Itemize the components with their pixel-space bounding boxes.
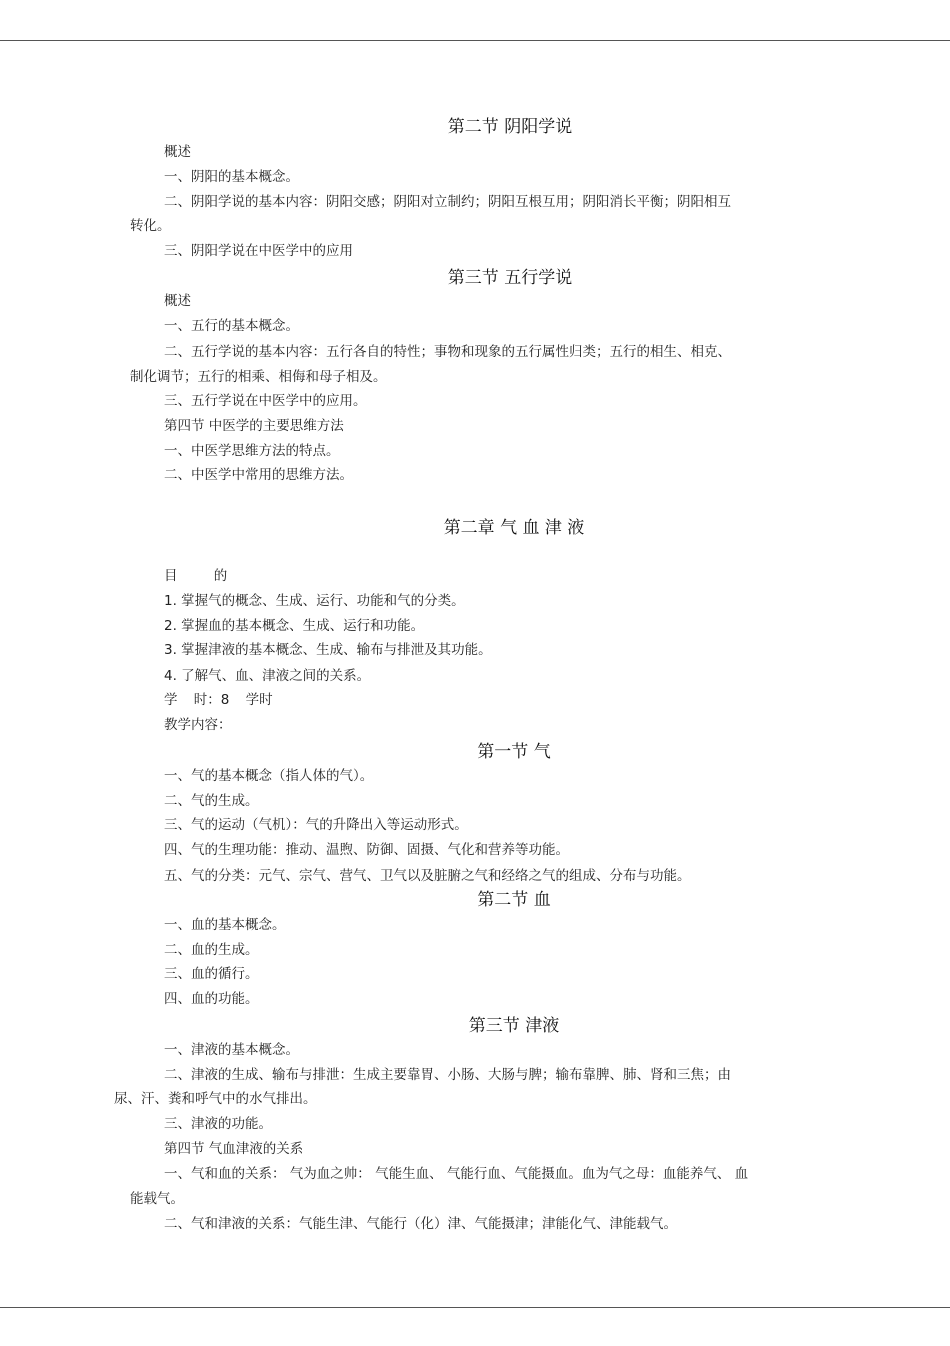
text-line: 转化。 xyxy=(130,218,171,234)
text-line: 一、气的基本概念（指人体的气）。 xyxy=(164,768,374,784)
content-label: 教学内容： xyxy=(164,717,232,733)
text-line: 制化调节；五行的相乘、相侮和母子相及。 xyxy=(130,369,387,385)
text-line: 三、血的循行。 xyxy=(164,966,259,982)
hours-line: 学 时：8 学时 xyxy=(164,692,273,708)
chapter-title: 第二章 气 血 津 液 xyxy=(443,518,585,538)
section-heading-inline: 第四节 中医学的主要思维方法 xyxy=(164,418,344,434)
section-heading-inline: 第四节 气血津液的关系 xyxy=(164,1141,304,1157)
text-line: 三、阴阳学说在中医学中的应用 xyxy=(164,243,353,259)
section-heading: 第三节 五行学说 xyxy=(447,268,573,288)
text-line: 尿、汗、粪和呼气中的水气排出。 xyxy=(114,1091,317,1107)
text-line: 二、气的生成。 xyxy=(164,793,259,809)
text-line: 一、五行的基本概念。 xyxy=(164,318,299,334)
text-line: 二、血的生成。 xyxy=(164,942,259,958)
section-heading: 第二节 阴阳学说 xyxy=(447,117,573,137)
text-line: 三、气的运动（气机）：气的升降出入等运动形式。 xyxy=(164,817,468,833)
text-line: 一、血的基本概念。 xyxy=(164,917,286,933)
text-line: 二、阴阳学说的基本内容：阴阳交感；阴阳对立制约；阴阳互根互用；阴阳消长平衡；阴阳相互 xyxy=(164,194,731,210)
text-line: 一、阴阳的基本概念。 xyxy=(164,169,299,185)
text-line: 二、五行学说的基本内容：五行各自的特性；事物和现象的五行属性归类；五行的相生、相克、 xyxy=(164,344,731,360)
text-line: 二、津液的生成、输布与排泄：生成主要靠胃、小肠、大肠与脾；输布靠脾、肺、肾和三焦；由 xyxy=(164,1067,731,1083)
text-line: 概述 xyxy=(164,293,191,309)
section-heading: 第一节 气 xyxy=(477,742,551,762)
text-line: 五、气的分类：元气、宗气、营气、卫气以及脏腑之气和经络之气的组成、分布与功能。 xyxy=(164,868,691,884)
purpose-item: 2. 掌握血的基本概念、生成、运行和功能。 xyxy=(164,618,425,634)
text-line: 能载气。 xyxy=(130,1191,184,1207)
purpose-item: 4. 了解气、血、津液之间的关系。 xyxy=(164,668,371,684)
purpose-item: 3. 掌握津液的基本概念、生成、输布与排泄及其功能。 xyxy=(164,642,492,658)
text-line: 一、津液的基本概念。 xyxy=(164,1042,299,1058)
text-line: 二、中医学中常用的思维方法。 xyxy=(164,467,353,483)
text-line: 三、津液的功能。 xyxy=(164,1116,272,1132)
purpose-item: 1. 掌握气的概念、生成、运行、功能和气的分类。 xyxy=(164,593,465,609)
text-line: 四、血的功能。 xyxy=(164,991,259,1007)
bottom-rule xyxy=(0,1307,950,1308)
section-heading: 第三节 津液 xyxy=(468,1016,560,1036)
text-line: 一、气和血的关系： 气为血之帅： 气能生血、 气能行血、气能摄血。血为气之母：血能养气、 血 xyxy=(164,1166,749,1182)
text-line: 三、五行学说在中医学中的应用。 xyxy=(164,393,367,409)
section-heading: 第二节 血 xyxy=(477,890,551,910)
text-line: 四、气的生理功能：推动、温煦、防御、固摄、气化和营养等功能。 xyxy=(164,842,569,858)
text-line: 一、中医学思维方法的特点。 xyxy=(164,443,340,459)
top-rule xyxy=(0,40,950,41)
text-line: 二、气和津液的关系：气能生津、气能行（化）津、气能摄津；津能化气、津能载气。 xyxy=(164,1216,677,1232)
text-line: 概述 xyxy=(164,144,191,160)
purpose-label: 目 的 xyxy=(164,568,228,584)
